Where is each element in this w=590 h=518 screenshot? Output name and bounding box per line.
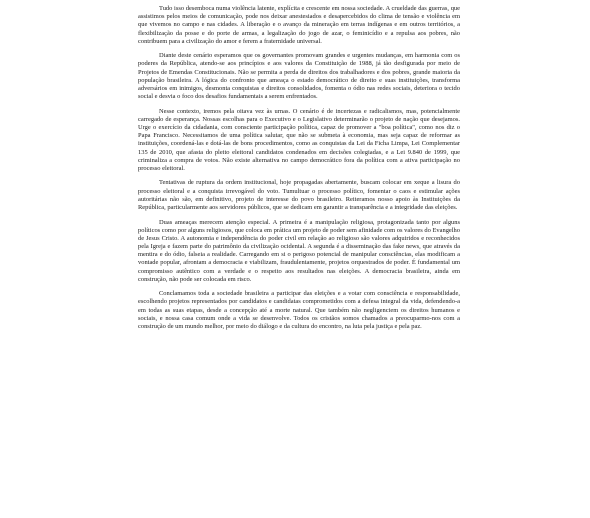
paragraph-3: Nesse contexto, iremos pela oitava vez às urnas. O cenário é de incertezas e radicalismos, mas, potencialmente carregado de esperança. Nossas escolhas para o Executivo e o Legislativo determinarão o projeto de nação que desejamos. Urge o exercício da cidadania, com consciente participação política, capaz de promover a "boa política", como nos diz o Papa Francisco. Necessitamos de uma política salutar, que não se submeta à economia, mas seja capaz de reformar as instituições, coordená-las e dotá-las de bons procedimentos, como as conquistas da Lei da Ficha Limpa, Lei Complementar 135 de 2010, que afasta do pleito eleitoral candidatos condenados em decisões colegiadas, e a Lei 9.840 de 1999, que criminaliza a compra de votos. Não existe alternativa no campo democrático fora da política com a ativa participação no processo eleitoral.: [138, 107, 460, 172]
document-body: [138, 5, 460, 338]
paragraph-1: Tudo isso desemboca numa violência latente, explícita e crescente em nossa sociedade. A crueldade das guerras, que assistimos pelos meios de comunicação, pode nos deixar anestesiados e desapercebidos do clima de tensão e violência em que vivemos no campo e nas cidades. A liberação e o avanço da mineração em terras indígenas e em outros territórios, a flexibilização da posse e do porte de armas, a legalização do jogo de azar, o feminicídio e a repulsa aos pobres, não contribuem para a civilização do amor e ferem a fraternidade universal.: [138, 5, 460, 45]
paragraph-5: Duas ameaças merecem atenção especial. A primeira é a manipulação religiosa, protagonizada tanto por alguns políticos como por alguns religiosos, que coloca em prática um projeto de poder sem afinidade com os valores do Evangelho de Jesus Cristo. A autonomia e independência do poder civil em relação ao religioso são valores adquiridos e reconhecidos pela Igreja e fazem parte do patrimônio da civilização ocidental. A segunda é a disseminação das fake news, que através da mentira e do ódio, falseia a realidade. Carregando em si o perigoso potencial de manipular consciências, elas modificam a vontade popular, afrontam a democracia e viabilizam, fraudulentamente, projetos orquestrados de poder. É fundamental um compromisso autêntico com a verdade e o respeito aos resultados nas eleições. A democracia brasileira, ainda em construção, não pode ser colocada em risco.: [138, 218, 460, 283]
paragraph-2: Diante deste cenário esperamos que os governantes promovam grandes e urgentes mudanças, em harmonia com os poderes da República, atendo-se aos princípios e aos valores da Constituição de 1988, já tão desfigurada por meio de Projetos de Emendas Constitucionais. Não se permita a perda de direitos dos trabalhadores e dos pobres, grande maioria da população brasileira. A lógica do confronto que ameaça o estado democrático de direito e suas instituições, transforma adversários em inimigos, desmonta conquistas e direitos consolidados, fomenta o ódio nas redes sociais, deteriora o tecido social e desvia o foco dos desafios fundamentais a serem enfrentados.: [138, 52, 460, 101]
paragraph-4: Tentativas de ruptura da ordem institucional, hoje propagadas abertamente, buscam colocar em xeque a lisura do processo eleitoral e a conquista irrevogável do voto. Tumultuar o processo político, fomentar o caos e estimular ações autoritárias não são, em definitivo, projeto de interesse do povo brasileiro. Reiteramos nosso apoio às Instituições da República, particularmente aos servidores públicos, que se dedicam em garantir a transparência e a integridade das eleições.: [138, 179, 460, 212]
paragraph-6: Conclamamos toda a sociedade brasileira a participar das eleições e a votar com consciência e responsabilidade, escolhendo projetos representados por candidatos e candidatas comprometidos com a defesa integral da vida, defendendo-a em todas as suas etapas, desde a concepção até a morte natural. Que também não negligenciem os direitos humanos e sociais, e nossa casa comum onde a vida se desenvolve. Todos os cristãos somos chamados a preocuparmo-nos com a construção de um mundo melhor, por meio do diálogo e da cultura do encontro, na luta pela justiça e pela paz.: [138, 290, 460, 331]
